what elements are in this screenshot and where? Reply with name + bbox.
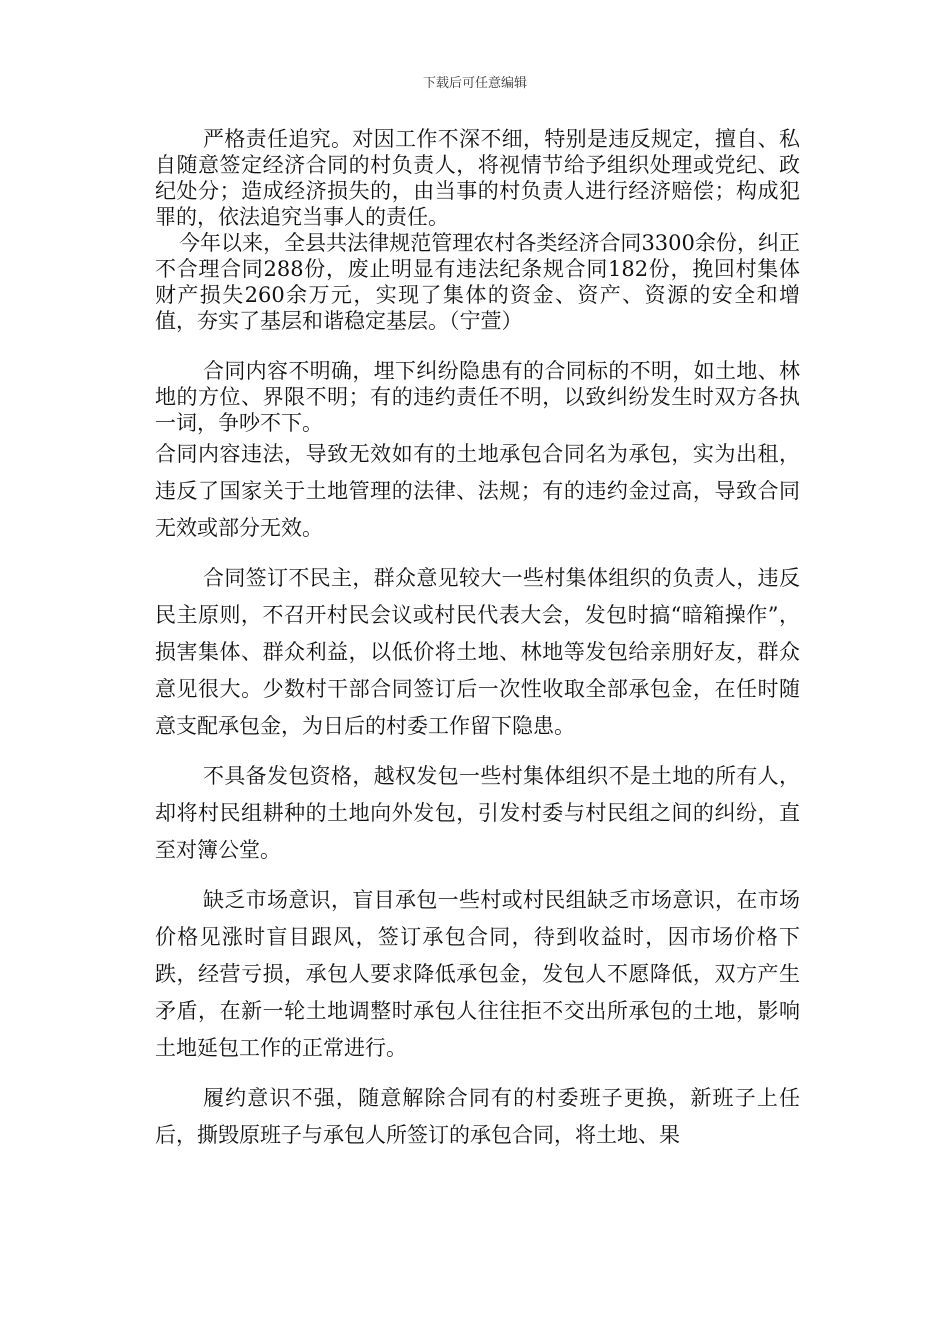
- paragraph-illegal-content: 合同内容违法，导致无效如有的土地承包合同名为承包，实为出租，违反了国家关于土地管理的法律、法规；有的违约金过高，导致合同无效或部分无效。: [155, 442, 800, 540]
- paragraph-market-awareness: 缺乏市场意识，盲目承包一些村或村民组缺乏市场意识，在市场价格见涨时盲目跟风，签订承包合同，待到收益时，因市场价格下跌，经营亏损，承包人要求降低承包金，发包人不愿降低，双方产生矛盾，在新一轮土地调整时承包人往往拒不交出所承包的土地，影响土地延包工作的正常进行。: [155, 888, 800, 1060]
- paragraph-unclear-content: 合同内容不明确，埋下纠纷隐患有的合同标的不明，如土地、林地的方位、界限不明；有的违约责任不明，以致纠纷发生时双方各执一词，争吵不下。: [155, 359, 800, 435]
- paragraph-undemocratic-signing: 合同签订不民主，群众意见较大一些村集体组织的负责人，违反民主原则，不召开村民会议或村民代表大会，发包时搞“暗箱操作”，损害集体、群众利益，以低价将土地、林地等发包给亲朋好友，群众意见很大。少数村干部合同签订后一次性收取全部承包金，在任时随意支配承包金，为日后的村委工作留下隐患。: [155, 566, 800, 738]
- document-body: [155, 126, 800, 1154]
- paragraph-performance-awareness: 履约意识不强，随意解除合同有的村委班子更换，新班子上任后，撕毁原班子与承包人所签订的承包合同，将土地、果: [155, 1086, 800, 1147]
- paragraph-no-qualification: 不具备发包资格，越权发包一些村集体组织不是土地的所有人，却将村民组耕种的土地向外发包，引发村委与村民组之间的纠纷，直至对簿公堂。: [155, 764, 800, 862]
- page-header: 下载后可任意编辑: [422, 76, 527, 91]
- paragraph-accountability: 严格责任追究。对因工作不深不细，特别是违反规定，擅自、私自随意签定经济合同的村负责人，将视情节给予组织处理或党纪、政纪处分；造成经济损失的，由当事的村负责人进行经济赔偿；构成犯罪的，依法追究当事人的责任。: [155, 127, 800, 229]
- paragraph-results: 今年以来，全县共法律规范管理农村各类经济合同3300余份，纠正不合理合同288份，废止明显有违法纪条规合同182份，挽回村集体财产损失260余万元，实现了集体的资金、资产、资源的安全和增值，夯实了基层和谐稳定基层。（宁萱）: [155, 231, 800, 333]
